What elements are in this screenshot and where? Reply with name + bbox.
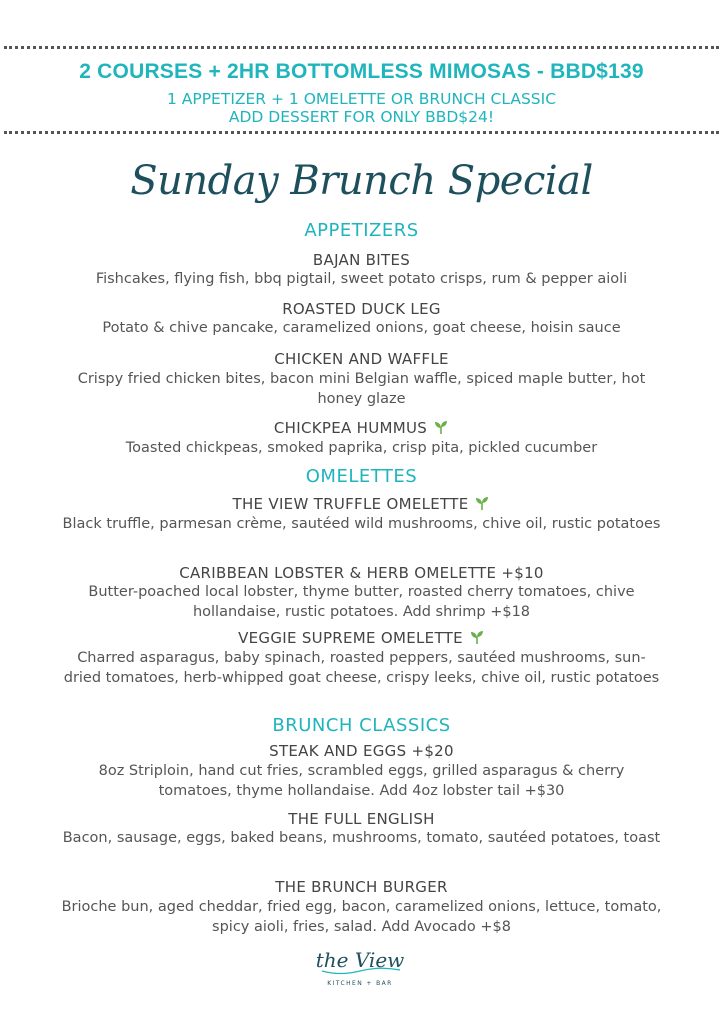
page-title: Sunday Brunch Special (130, 158, 593, 204)
menu-item-desc: 8oz Striploin, hand cut fries, scrambled eggs, grilled asparagus & cherry tomatoes, thyme hollandaise. Add 4oz lobster tail +$30 (98, 763, 625, 799)
promo-headline: 2 COURSES + 2HR BOTTOMLESS MIMOSAS - BBD$139 (79, 60, 644, 83)
menu-item-veg-row (0, 629, 723, 649)
menu-item-name: BAJAN BITES (312, 251, 411, 269)
top-dotted-divider (4, 46, 719, 49)
menu-item-desc: Charred asparagus, baby spinach, roasted peppers, sautéed mushrooms, sun-dried tomatoes, herb-whipped goat cheese, crispy leeks, chive oil, rustic potatoes (63, 650, 660, 686)
menu-item-desc: Crispy fried chicken bites, bacon mini Belgian waffle, spiced maple butter, hot honey glaze (77, 371, 646, 407)
menu-item-name: THE FULL ENGLISH (288, 810, 435, 828)
brand-logo (300, 943, 420, 993)
section-title-omelettes: OMELETTES (305, 466, 418, 487)
menu-item-veg-row (0, 419, 723, 439)
bottom-dotted-divider (4, 131, 719, 134)
menu-item-desc: Potato & chive pancake, caramelized onions, goat cheese, hoisin sauce (102, 320, 621, 336)
menu-item-name: STEAK AND EGGS +$20 (269, 742, 454, 760)
menu-item-desc: Brioche bun, aged cheddar, fried egg, bacon, caramelized onions, lettuce, tomato, spicy aioli, fries, salad. Add Avocado +$8 (61, 899, 662, 935)
menu-item-name: THE BRUNCH BURGER (275, 878, 448, 896)
menu-item-name: ROASTED DUCK LEG (282, 300, 441, 318)
menu-item-desc: Toasted chickpeas, smoked paprika, crisp pita, pickled cucumber (125, 440, 598, 456)
logo-script: the View (315, 948, 405, 972)
logo-tagline: KITCHEN + BAR (327, 980, 393, 987)
promo-line-2: ADD DESSERT FOR ONLY BBD$24! (228, 108, 495, 126)
menu-item-desc: Butter-poached local lobster, thyme butter, roasted cherry tomatoes, chive hollandaise, rustic potatoes. Add shrimp +$18 (88, 584, 635, 620)
sprout-icon (474, 495, 490, 515)
menu-item-desc: Bacon, sausage, eggs, baked beans, mushrooms, tomato, sautéed potatoes, toast (62, 830, 661, 846)
menu-item-name: THE VIEW TRUFFLE OMELETTE (232, 495, 469, 513)
menu-item-desc: Fishcakes, flying fish, bbq pigtail, sweet potato crisps, rum & pepper aioli (95, 271, 628, 287)
menu-item-name: CARIBBEAN LOBSTER & HERB OMELETTE +$10 (179, 564, 544, 582)
menu-item-veg-row (0, 495, 723, 515)
section-title-brunch-classics: BRUNCH CLASSICS (272, 715, 451, 736)
section-title-appetizers: APPETIZERS (304, 220, 419, 241)
promo-line-1: 1 APPETIZER + 1 OMELETTE OR BRUNCH CLASSIC (166, 90, 557, 108)
menu-item-desc: Black truffle, parmesan crème, sautéed wild mushrooms, chive oil, rustic potatoes (62, 516, 661, 532)
sprout-icon (469, 629, 485, 649)
menu-item-name: CHICKPEA HUMMUS (273, 419, 428, 437)
menu-item-name: VEGGIE SUPREME OMELETTE (238, 629, 463, 647)
sprout-icon (433, 419, 449, 439)
menu-item-name: CHICKEN AND WAFFLE (274, 350, 449, 368)
